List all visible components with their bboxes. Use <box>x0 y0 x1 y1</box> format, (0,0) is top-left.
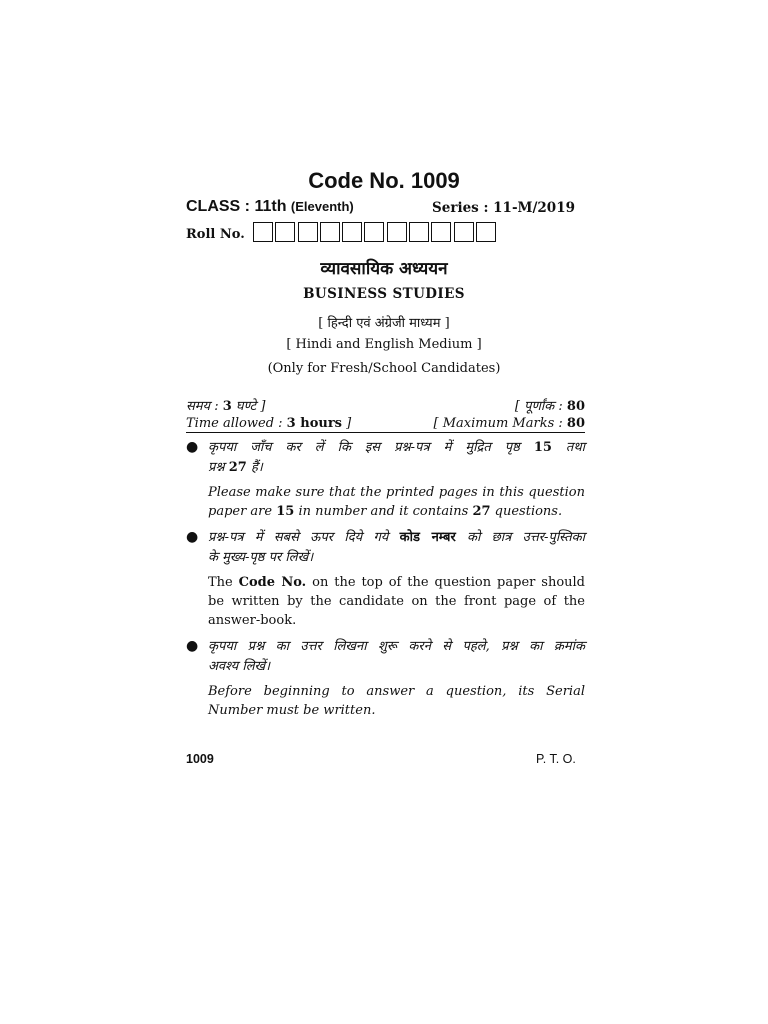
roll-number-label: Roll No. <box>186 227 245 242</box>
instruction-text: questions. <box>490 504 563 519</box>
roll-number-box <box>275 222 295 242</box>
instruction-english: Before beginning to answer a question, its Serial Number must be written. <box>208 684 585 718</box>
medium-hindi: [ हिन्दी एवं अंग्रेजी माध्यम ] <box>318 316 450 331</box>
instruction-number: 15 <box>276 504 295 519</box>
instruction-hindi-line <box>208 548 585 568</box>
instruction-hindi-line: कृपया प्रश्न का उत्तर लिखना शुरू करने से पहले, प्रश्न का क्रमांक <box>208 639 585 654</box>
instruction-text: तथा <box>551 440 585 455</box>
instruction-text: प्रश्न <box>208 459 229 475</box>
subject-english: BUSINESS STUDIES <box>303 286 465 302</box>
time-row-english <box>186 416 585 433</box>
class-value: CLASS : 11th <box>186 198 287 215</box>
time-allowed-close: ] <box>342 416 352 431</box>
roll-number-box <box>431 222 451 242</box>
roll-number-box <box>320 222 340 242</box>
instruction-hindi-line: अवश्य लिखें। <box>208 658 271 674</box>
time-hindi-value: 3 <box>222 399 232 414</box>
instruction-hindi-line <box>208 528 585 548</box>
instruction-text: in number and it contains <box>294 504 473 519</box>
instruction-bold: Code No. <box>238 575 307 590</box>
instruction-number: 27 <box>228 459 247 475</box>
time-allowed <box>186 416 351 431</box>
instruction-text: कृपया जाँच कर लें कि इस प्रश्न-पत्र में मुद्रित पृष्ठ <box>208 440 534 455</box>
maximum-marks-value: 80 <box>566 416 585 431</box>
instruction-hindi-line <box>208 458 585 478</box>
time-row-hindi <box>186 396 585 414</box>
bullet-icon: ● <box>186 529 199 545</box>
time-allowed-label: Time allowed : <box>186 416 287 431</box>
instruction-english <box>208 483 585 521</box>
roll-number-box <box>364 222 384 242</box>
roll-number-box <box>342 222 362 242</box>
marks-hindi <box>515 396 585 414</box>
instruction-text: प्रश्न-पत्र में सबसे ऊपर दिये गये <box>208 530 400 545</box>
footer-code: 1009 <box>186 752 214 766</box>
maximum-marks <box>434 416 585 431</box>
instruction-hindi-line <box>208 438 585 458</box>
roll-number-box <box>253 222 273 242</box>
roll-number-box <box>476 222 496 242</box>
instruction-item <box>186 637 585 720</box>
series-label: Series : 11-M/2019 <box>432 200 575 216</box>
marks-hindi-label: [ पूर्णांक : <box>514 399 567 414</box>
bullet-icon: ● <box>186 638 199 654</box>
instruction-text: Please make sure that the printed pages in this question paper are <box>208 485 585 519</box>
instructions-list <box>186 438 585 720</box>
class-label <box>186 198 354 216</box>
maximum-marks-label: [ Maximum Marks : <box>433 416 567 431</box>
instruction-bold: कोड नम्बर <box>399 530 456 545</box>
instruction-english <box>208 573 585 630</box>
roll-number-boxes <box>253 222 498 242</box>
roll-number-box <box>409 222 429 242</box>
class-sub: (Eleventh) <box>290 199 354 214</box>
instruction-text: on the top of the question paper should be written by the candidate on the front page of the answer-book. <box>208 575 585 628</box>
roll-number-box <box>298 222 318 242</box>
instruction-number: 27 <box>472 504 491 519</box>
instruction-text: को छात्र उत्तर-पुस्तिका <box>455 530 586 545</box>
marks-hindi-value: 80 <box>566 399 585 414</box>
instruction-text: The <box>208 575 239 590</box>
instruction-text: हैं। <box>246 459 263 475</box>
bullet-icon: ● <box>186 439 199 455</box>
time-hindi <box>186 396 265 414</box>
instruction-item <box>186 528 585 630</box>
time-allowed-value: 3 hours <box>286 416 342 431</box>
roll-number-box <box>454 222 474 242</box>
medium-english: [ Hindi and English Medium ] <box>286 337 482 352</box>
roll-number-box <box>387 222 407 242</box>
code-number-title: Code No. 1009 <box>308 168 460 193</box>
time-hindi-unit: घण्टे ] <box>231 399 266 414</box>
subject-hindi: व्यावसायिक अध्ययन <box>320 259 448 279</box>
candidates-note: (Only for Fresh/School Candidates) <box>267 361 501 376</box>
instruction-number: 15 <box>533 440 552 455</box>
time-hindi-label: समय : <box>186 399 223 414</box>
instruction-text: के मुख्य-पृष्ठ पर लिखें। <box>208 549 314 565</box>
footer-pto: P. T. O. <box>536 752 576 766</box>
instruction-item <box>186 438 585 521</box>
